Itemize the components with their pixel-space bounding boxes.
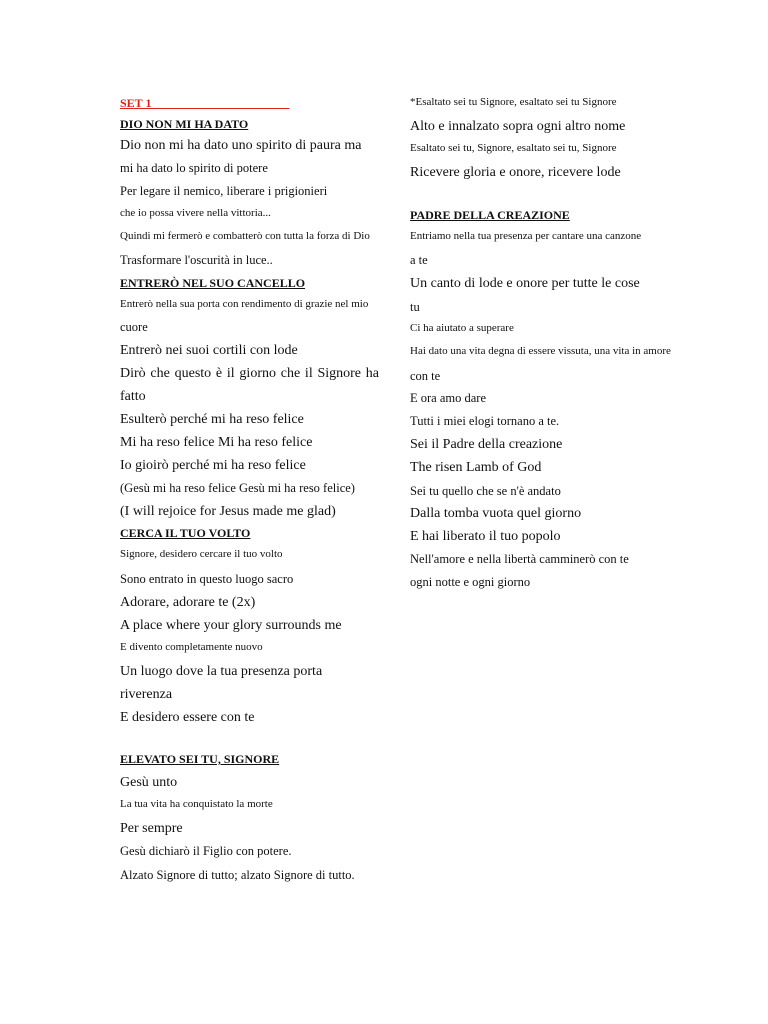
lyric-line: E ora amo dare — [410, 391, 487, 405]
lyric-line: Sei tu quello che se n'è andato — [410, 484, 561, 498]
lyric-line: The risen Lamb of God — [410, 460, 542, 475]
lyric-line: Dalla tomba vuota quel giorno — [410, 506, 582, 521]
lyric-line: fatto — [120, 389, 146, 404]
lyric-line: Esaltato sei tu, Signore, esaltato sei tu, Signore — [410, 142, 617, 154]
lyric-line: Dio non mi ha dato uno spirito di paura ma — [120, 138, 362, 153]
lyric-line: A place where your glory surrounds me — [120, 618, 342, 633]
lyric-line: E desidero essere con te — [120, 710, 255, 725]
lyric-line: Gesù unto — [120, 775, 178, 790]
lyric-line: Adorare, adorare te (2x) — [120, 595, 256, 610]
song-title-dio-non-mi-ha-dato: DIO NON MI HA DATO — [120, 117, 249, 131]
lyric-line: Hai dato una vita degna di essere vissuta, una vita in amore — [410, 345, 671, 357]
lyric-line: Entriamo nella tua presenza per cantare una canzone — [410, 230, 642, 242]
lyric-line: E divento completamente nuovo — [120, 641, 263, 653]
lyric-line: cuore — [120, 320, 148, 334]
lyric-line: Un canto di lode e onore per tutte le cose — [410, 276, 640, 291]
lyric-line: a te — [410, 253, 428, 267]
lyric-line: Per sempre — [120, 821, 183, 836]
song-title-cerca-il-tuo-volto: CERCA IL TUO VOLTO — [120, 526, 251, 540]
lyric-line: Alto e innalzato sopra ogni altro nome — [410, 119, 626, 134]
lyric-line: Tutti i miei elogi tornano a te. — [410, 414, 560, 428]
lyric-line: Ricevere gloria e onore, ricevere lode — [410, 165, 621, 180]
lyric-line: Sono entrato in questo luogo sacro — [120, 572, 294, 586]
lyric-line: Nell'amore e nella libertà camminerò con te — [410, 552, 629, 566]
lyric-line: Alzato Signore di tutto; alzato Signore di tutto. — [120, 868, 355, 882]
lyric-line: Esulterò perché mi ha reso felice — [120, 412, 304, 427]
lyric-line: che io possa vivere nella vittoria... — [120, 207, 271, 219]
lyric-line: ogni notte e ogni giorno — [410, 575, 531, 589]
song-title-padre-della-creazione: PADRE DELLA CREAZIONE — [410, 208, 570, 222]
lyric-line: con te — [410, 369, 441, 383]
lyric-line: Quindi mi fermerò e combatterò con tutta la forza di Dio — [120, 230, 370, 242]
song-title-elevato-sei-tu-signore: ELEVATO SEI TU, SIGNORE — [120, 752, 280, 766]
lyric-line: Trasformare l'oscurità in luce.. — [120, 253, 273, 267]
lyric-line: Dirò che questo è il giorno che il Signore ha — [120, 366, 379, 381]
lyric-line: Un luogo dove la tua presenza porta — [120, 664, 323, 679]
lyric-line: Sei il Padre della creazione — [410, 437, 563, 452]
set-title: SET 1 — [120, 96, 152, 110]
lyric-line: Mi ha reso felice Mi ha reso felice — [120, 435, 313, 450]
lyric-line: *Esaltato sei tu Signore, esaltato sei tu Signore — [410, 96, 617, 108]
lyric-line: La tua vita ha conquistato la morte — [120, 798, 273, 810]
lyric-line: Entrerò nei suoi cortili con lode — [120, 343, 298, 358]
lyric-line: Signore, desidero cercare il tuo volto — [120, 548, 283, 560]
lyric-line: Entrerò nella sua porta con rendimento di grazie nel mio — [120, 298, 369, 310]
lyric-line: E hai liberato il tuo popolo — [410, 529, 561, 544]
lyric-line: Ci ha aiutato a superare — [410, 322, 514, 334]
lyric-line: (I will rejoice for Jesus made me glad) — [120, 504, 336, 519]
lyric-line: tu — [410, 300, 420, 314]
lyric-line: Gesù dichiarò il Figlio con potere. — [120, 844, 292, 858]
lyric-line: riverenza — [120, 687, 173, 702]
lyric-line: mi ha dato lo spirito di potere — [120, 161, 268, 175]
lyric-line: Per legare il nemico, liberare i prigionieri — [120, 184, 328, 198]
lyric-line: Io gioirò perché mi ha reso felice — [120, 458, 306, 473]
lyric-line: (Gesù mi ha reso felice Gesù mi ha reso felice) — [120, 481, 355, 495]
song-title-entrero-nel-suo-cancello: ENTRERÒ NEL SUO CANCELLO — [120, 276, 306, 290]
